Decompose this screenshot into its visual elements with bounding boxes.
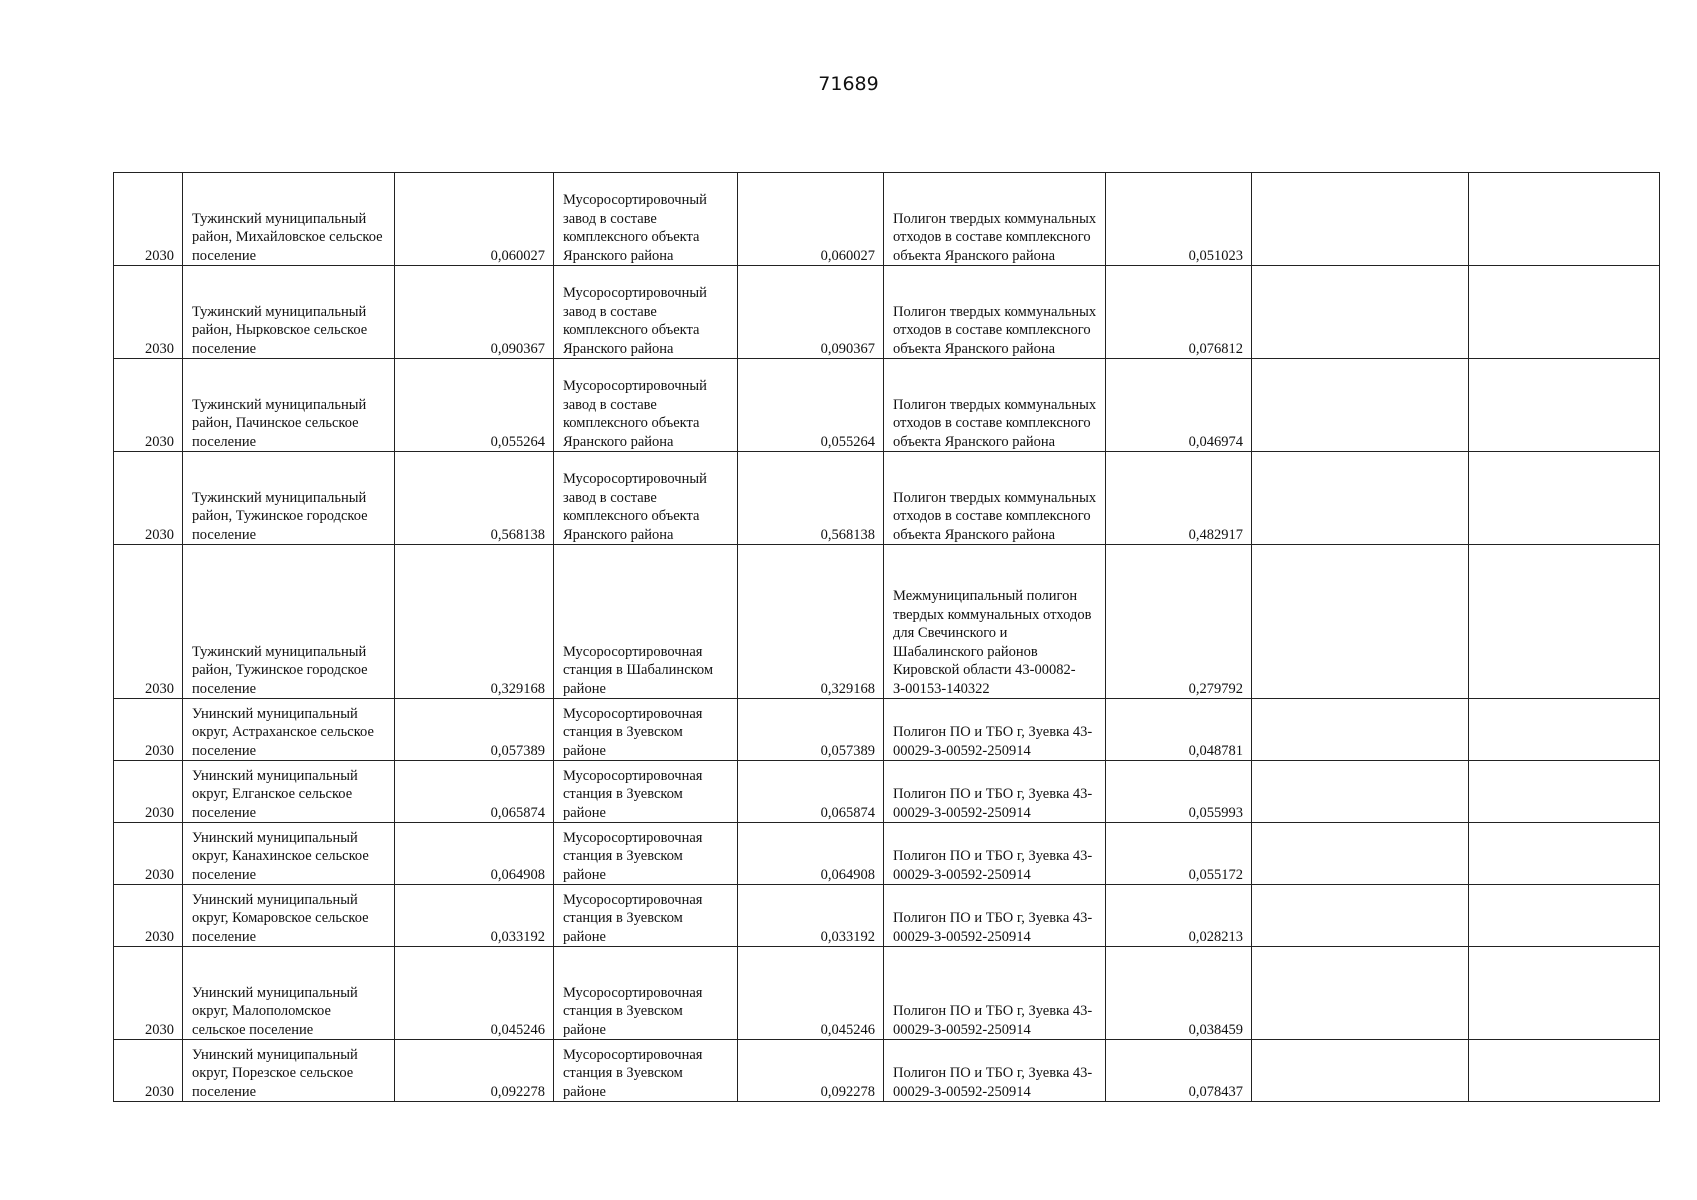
- empty-cell: [1469, 761, 1660, 823]
- disposal-facility-cell: Полигон ПО и ТБО г, Зуевка 43-00029-З-00592-250914: [884, 823, 1106, 885]
- empty-cell: [1469, 452, 1660, 545]
- source-cell: Унинский муниципальный округ, Астраханское сельское поселение: [183, 699, 395, 761]
- year-cell: 2030: [114, 266, 183, 359]
- sorted-volume-cell: 0,090367: [738, 266, 884, 359]
- year-cell: 2030: [114, 885, 183, 947]
- empty-cell: [1252, 823, 1469, 885]
- disposal-volume-cell: 0,051023: [1106, 173, 1252, 266]
- year-cell: 2030: [114, 947, 183, 1040]
- sorting-facility-cell: Мусоросортировочный завод в составе комплексного объекта Яранского района: [554, 359, 738, 452]
- disposal-volume-cell: 0,279792: [1106, 545, 1252, 699]
- source-cell: Тужинский муниципальный район, Пачинское сельское поселение: [183, 359, 395, 452]
- sorting-facility-cell: Мусоросортировочная станция в Зуевском районе: [554, 885, 738, 947]
- disposal-volume-cell: 0,028213: [1106, 885, 1252, 947]
- disposal-facility-cell: Полигон ПО и ТБО г, Зуевка 43-00029-З-00592-250914: [884, 885, 1106, 947]
- disposal-volume-cell: 0,078437: [1106, 1040, 1252, 1102]
- disposal-facility-cell: Полигон твердых коммунальных отходов в составе комплексного объекта Яранского района: [884, 452, 1106, 545]
- empty-cell: [1469, 173, 1660, 266]
- sorted-volume-cell: 0,045246: [738, 947, 884, 1040]
- source-cell: Унинский муниципальный округ, Елганское сельское поселение: [183, 761, 395, 823]
- disposal-facility-cell: Полигон твердых коммунальных отходов в составе комплексного объекта Яранского района: [884, 359, 1106, 452]
- empty-cell: [1252, 266, 1469, 359]
- volume-cell: 0,092278: [395, 1040, 554, 1102]
- year-cell: 2030: [114, 173, 183, 266]
- sorted-volume-cell: 0,033192: [738, 885, 884, 947]
- disposal-volume-cell: 0,076812: [1106, 266, 1252, 359]
- table-row: [114, 947, 1660, 1040]
- table-row: [114, 173, 1660, 266]
- empty-cell: [1469, 699, 1660, 761]
- sorting-facility-cell: Мусоросортировочная станция в Зуевском районе: [554, 761, 738, 823]
- disposal-facility-cell: Полигон твердых коммунальных отходов в составе комплексного объекта Яранского района: [884, 266, 1106, 359]
- empty-cell: [1252, 885, 1469, 947]
- source-cell: Унинский муниципальный округ, Порезское сельское поселение: [183, 1040, 395, 1102]
- empty-cell: [1469, 823, 1660, 885]
- year-cell: 2030: [114, 452, 183, 545]
- empty-cell: [1252, 452, 1469, 545]
- disposal-volume-cell: 0,055993: [1106, 761, 1252, 823]
- sorted-volume-cell: 0,064908: [738, 823, 884, 885]
- disposal-facility-cell: Полигон ПО и ТБО г, Зуевка 43-00029-З-00592-250914: [884, 699, 1106, 761]
- disposal-facility-cell: Полигон твердых коммунальных отходов в составе комплексного объекта Яранского района: [884, 173, 1106, 266]
- table-row: [114, 266, 1660, 359]
- sorted-volume-cell: 0,568138: [738, 452, 884, 545]
- disposal-volume-cell: 0,055172: [1106, 823, 1252, 885]
- year-cell: 2030: [114, 1040, 183, 1102]
- empty-cell: [1252, 545, 1469, 699]
- sorting-facility-cell: Мусоросортировочный завод в составе комплексного объекта Яранского района: [554, 173, 738, 266]
- empty-cell: [1252, 173, 1469, 266]
- year-cell: 2030: [114, 359, 183, 452]
- empty-cell: [1252, 761, 1469, 823]
- year-cell: 2030: [114, 761, 183, 823]
- sorted-volume-cell: 0,329168: [738, 545, 884, 699]
- table-row: [114, 1040, 1660, 1102]
- sorted-volume-cell: 0,060027: [738, 173, 884, 266]
- table-row: [114, 885, 1660, 947]
- sorting-facility-cell: Мусоросортировочная станция в Зуевском районе: [554, 823, 738, 885]
- empty-cell: [1469, 1040, 1660, 1102]
- source-cell: Тужинский муниципальный район, Тужинское городское поселение: [183, 545, 395, 699]
- sorted-volume-cell: 0,055264: [738, 359, 884, 452]
- disposal-volume-cell: 0,038459: [1106, 947, 1252, 1040]
- empty-cell: [1252, 359, 1469, 452]
- table-row: [114, 699, 1660, 761]
- disposal-facility-cell: Полигон ПО и ТБО г, Зуевка 43-00029-З-00592-250914: [884, 761, 1106, 823]
- sorted-volume-cell: 0,057389: [738, 699, 884, 761]
- sorting-facility-cell: Мусоросортировочная станция в Зуевском районе: [554, 947, 738, 1040]
- volume-cell: 0,045246: [395, 947, 554, 1040]
- disposal-facility-cell: Полигон ПО и ТБО г, Зуевка 43-00029-З-00592-250914: [884, 947, 1106, 1040]
- disposal-volume-cell: 0,482917: [1106, 452, 1252, 545]
- table-row: [114, 823, 1660, 885]
- volume-cell: 0,329168: [395, 545, 554, 699]
- empty-cell: [1252, 699, 1469, 761]
- empty-cell: [1469, 885, 1660, 947]
- table-row: [114, 452, 1660, 545]
- source-cell: Унинский муниципальный округ, Комаровское сельское поселение: [183, 885, 395, 947]
- disposal-facility-cell: Полигон ПО и ТБО г, Зуевка 43-00029-З-00592-250914: [884, 1040, 1106, 1102]
- disposal-volume-cell: 0,048781: [1106, 699, 1252, 761]
- empty-cell: [1469, 359, 1660, 452]
- table-row: [114, 359, 1660, 452]
- disposal-volume-cell: 0,046974: [1106, 359, 1252, 452]
- volume-cell: 0,057389: [395, 699, 554, 761]
- source-cell: Тужинский муниципальный район, Тужинское городское поселение: [183, 452, 395, 545]
- sorting-facility-cell: Мусоросортировочная станция в Шабалинском районе: [554, 545, 738, 699]
- volume-cell: 0,065874: [395, 761, 554, 823]
- table-row: [114, 761, 1660, 823]
- sorting-facility-cell: Мусоросортировочная станция в Зуевском районе: [554, 1040, 738, 1102]
- empty-cell: [1252, 1040, 1469, 1102]
- table-row: [114, 545, 1660, 699]
- empty-cell: [1252, 947, 1469, 1040]
- source-cell: Тужинский муниципальный район, Михайловское сельское поселение: [183, 173, 395, 266]
- source-cell: Унинский муниципальный округ, Малополомское сельское поселение: [183, 947, 395, 1040]
- volume-cell: 0,064908: [395, 823, 554, 885]
- sorting-facility-cell: Мусоросортировочный завод в составе комплексного объекта Яранского района: [554, 452, 738, 545]
- sorted-volume-cell: 0,065874: [738, 761, 884, 823]
- source-cell: Унинский муниципальный округ, Канахинское сельское поселение: [183, 823, 395, 885]
- sorting-facility-cell: Мусоросортировочный завод в составе комплексного объекта Яранского района: [554, 266, 738, 359]
- year-cell: 2030: [114, 823, 183, 885]
- volume-cell: 0,033192: [395, 885, 554, 947]
- year-cell: 2030: [114, 699, 183, 761]
- source-cell: Тужинский муниципальный район, Нырковское сельское поселение: [183, 266, 395, 359]
- empty-cell: [1469, 947, 1660, 1040]
- disposal-facility-cell: Межмуниципальный полигон твердых коммунальных отходов для Свечинского и Шабалинского районов Кировской области 43-00082-З-00153-140322: [884, 545, 1106, 699]
- volume-cell: 0,055264: [395, 359, 554, 452]
- year-cell: 2030: [114, 545, 183, 699]
- sorting-facility-cell: Мусоросортировочная станция в Зуевском районе: [554, 699, 738, 761]
- volume-cell: 0,060027: [395, 173, 554, 266]
- empty-cell: [1469, 266, 1660, 359]
- page-number: 71689: [818, 73, 879, 95]
- waste-flow-table: [113, 172, 1660, 1102]
- volume-cell: 0,568138: [395, 452, 554, 545]
- empty-cell: [1469, 545, 1660, 699]
- volume-cell: 0,090367: [395, 266, 554, 359]
- sorted-volume-cell: 0,092278: [738, 1040, 884, 1102]
